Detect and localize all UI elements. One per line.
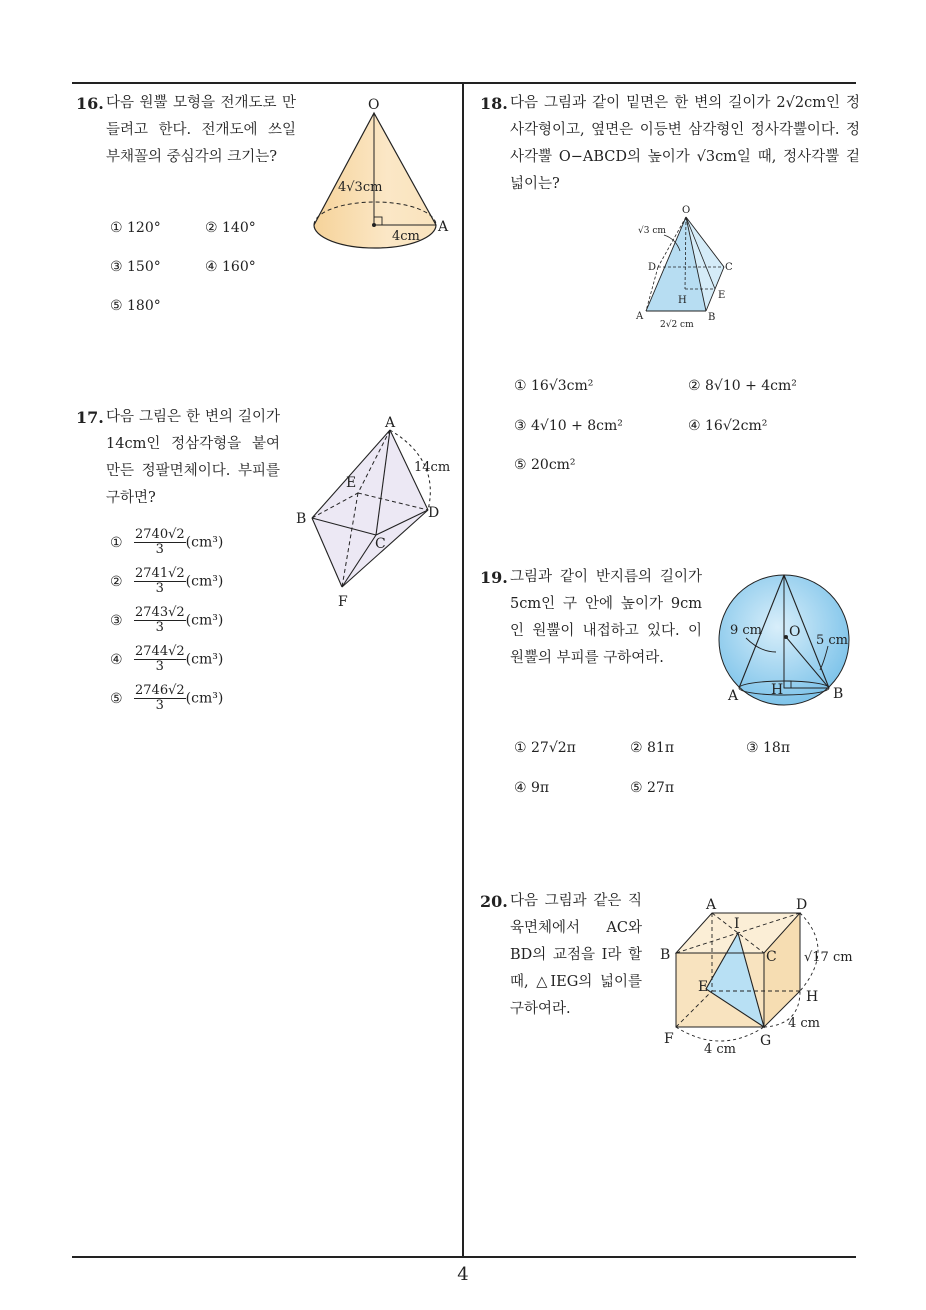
q17-choice-4-unit: (cm³) <box>185 651 224 668</box>
question-20 <box>480 888 642 1023</box>
q17-choice-1-numerator: 2740√2 <box>135 527 185 542</box>
q18-label-H: H <box>678 295 687 306</box>
q17-choice-1-denominator: 3 <box>155 542 164 557</box>
q17-choice-1-unit: (cm³) <box>185 534 224 551</box>
q18-label-B: B <box>708 312 716 323</box>
q17-label-D: D <box>428 505 440 521</box>
q20-label-E: E <box>698 979 709 995</box>
q17-choice-3[interactable] <box>110 606 223 635</box>
question-19-text: 그림과 같이 반지름의 길이가 5cm인 구 안에 높이가 9cm인 원뿔이 내접하고 있다. 이 원뿔의 부피를 구하여라. <box>510 569 702 666</box>
q18-label-height: √3 cm <box>638 226 666 236</box>
q20-label-F: F <box>664 1031 674 1047</box>
q17-choice-2[interactable] <box>110 567 223 596</box>
q18-label-E: E <box>718 290 726 301</box>
q18-pyramid-figure <box>628 203 748 333</box>
q20-cuboid-figure <box>660 895 860 1065</box>
question-18-number: 18. <box>480 94 508 113</box>
q20-label-C: C <box>766 949 777 965</box>
q17-label-E: E <box>346 475 357 491</box>
question-16-number: 16. <box>76 94 104 113</box>
bottom-rule <box>72 1256 856 1258</box>
q16-choice-4[interactable]: ④ 160° <box>205 259 256 275</box>
q18-label-D: D <box>648 262 657 273</box>
page-number: 4 <box>457 1264 469 1285</box>
q19-choice-3[interactable]: ③ 18π <box>746 740 791 756</box>
q16-choice-5[interactable]: ⑤ 180° <box>110 298 161 314</box>
q17-choice-4-mark: ④ <box>110 651 123 668</box>
q17-choice-5-numerator: 2746√2 <box>135 683 185 698</box>
q17-label-F: F <box>338 594 348 610</box>
q19-choice-1[interactable]: ① 27√2π <box>514 740 576 756</box>
q18-choice-5[interactable]: ⑤ 20cm² <box>514 457 576 473</box>
q16-label-height: 4√3cm <box>338 180 383 195</box>
column-divider <box>462 82 464 1258</box>
q19-choice-2[interactable]: ② 81π <box>630 740 675 756</box>
q20-label-H: H <box>806 989 819 1005</box>
q17-choice-3-unit: (cm³) <box>185 612 224 629</box>
question-17-number: 17. <box>76 408 104 427</box>
q17-choice-2-denominator: 3 <box>155 581 164 596</box>
question-17 <box>76 404 280 512</box>
q18-choice-3[interactable]: ③ 4√10 + 8cm² <box>514 418 623 434</box>
q20-label-edge-d: 4 cm <box>788 1016 821 1031</box>
q19-label-O: O <box>789 624 801 640</box>
q17-choice-5-mark: ⑤ <box>110 690 123 707</box>
q17-choice-4-numerator: 2744√2 <box>135 644 185 659</box>
q18-choice-2[interactable]: ② 8√10 + 4cm² <box>688 378 797 394</box>
q16-choice-2[interactable]: ② 140° <box>205 220 256 236</box>
q18-choice-4[interactable]: ④ 16√2cm² <box>688 418 768 434</box>
q19-choice-5[interactable]: ⑤ 27π <box>630 780 675 796</box>
q20-label-edge-h: √17 cm <box>804 950 853 965</box>
q17-label-edge: 14cm <box>414 460 451 475</box>
q18-label-C: C <box>725 262 733 273</box>
q20-label-B: B <box>660 947 671 963</box>
q20-label-D: D <box>796 897 808 913</box>
top-rule <box>72 82 856 84</box>
q17-choice-5[interactable] <box>110 684 223 713</box>
q17-choice-1[interactable] <box>110 528 223 557</box>
q16-choice-1[interactable]: ① 120° <box>110 220 161 236</box>
question-19 <box>480 564 702 672</box>
question-16-text: 다음 원뿔 모형을 전개도로 만들려고 한다. 전개도에 쓰일 부채꼴의 중심각의 크기는? <box>106 95 296 165</box>
q19-label-B: B <box>833 686 844 702</box>
q16-label-A: A <box>438 219 449 235</box>
q17-octahedron-figure <box>290 415 460 615</box>
q19-label-H: H <box>771 682 784 698</box>
q16-cone-figure <box>300 95 460 265</box>
q19-label-height: 9 cm <box>730 623 763 638</box>
q18-choice-1[interactable]: ① 16√3cm² <box>514 378 594 394</box>
q17-choice-2-unit: (cm³) <box>185 573 224 590</box>
q17-choice-3-mark: ③ <box>110 612 123 629</box>
q18-label-O: O <box>682 205 691 216</box>
q17-choice-2-mark: ② <box>110 573 123 590</box>
question-16 <box>76 90 296 171</box>
q19-sphere-figure <box>716 570 856 710</box>
question-19-number: 19. <box>480 568 508 587</box>
q17-choice-1-mark: ① <box>110 534 123 551</box>
q20-label-G: G <box>760 1033 772 1049</box>
q18-label-base: 2√2 cm <box>660 320 694 330</box>
q16-label-radius: 4cm <box>392 229 420 244</box>
q19-label-A: A <box>728 688 739 704</box>
q17-choice-3-denominator: 3 <box>155 620 164 635</box>
q16-choice-3[interactable]: ③ 150° <box>110 259 161 275</box>
q17-choice-5-unit: (cm³) <box>185 690 224 707</box>
q20-label-A: A <box>706 897 717 913</box>
q17-choice-4[interactable] <box>110 645 223 674</box>
question-20-text: 다음 그림과 같은 직육면체에서 AC와 BD의 교점을 I라 할 때, △IEG의 넓이를 구하여라. <box>510 893 642 1017</box>
question-20-number: 20. <box>480 892 508 911</box>
q20-label-I: I <box>734 916 740 932</box>
q18-label-A: A <box>636 311 644 322</box>
question-18-text: 다음 그림과 같이 밑면은 한 변의 길이가 2√2cm인 정사각형이고, 옆면은 이등변 삼각형인 정사각뿔이다. 정사각뿔 O−ABCD의 높이가 √3cm일 때, 정사각뿔 겉넓이는? <box>510 95 860 192</box>
q19-label-radius: 5 cm <box>816 633 849 648</box>
q17-choice-4-denominator: 3 <box>155 659 164 674</box>
q17-choice-2-numerator: 2741√2 <box>135 566 185 581</box>
q19-choice-4[interactable]: ④ 9π <box>514 780 550 796</box>
question-17-text: 다음 그림은 한 변의 길이가 14cm인 정삼각형을 붙여 만든 정팔면체이다. 부피를 구하면? <box>106 409 280 506</box>
question-18 <box>480 90 860 198</box>
q16-label-O: O <box>368 97 380 113</box>
q17-label-B: B <box>296 511 307 527</box>
q17-choice-5-denominator: 3 <box>155 698 164 713</box>
q17-choice-3-numerator: 2743√2 <box>135 605 185 620</box>
q20-label-edge-w: 4 cm <box>704 1042 737 1057</box>
q17-label-A: A <box>385 415 396 431</box>
q17-label-C: C <box>375 536 386 552</box>
